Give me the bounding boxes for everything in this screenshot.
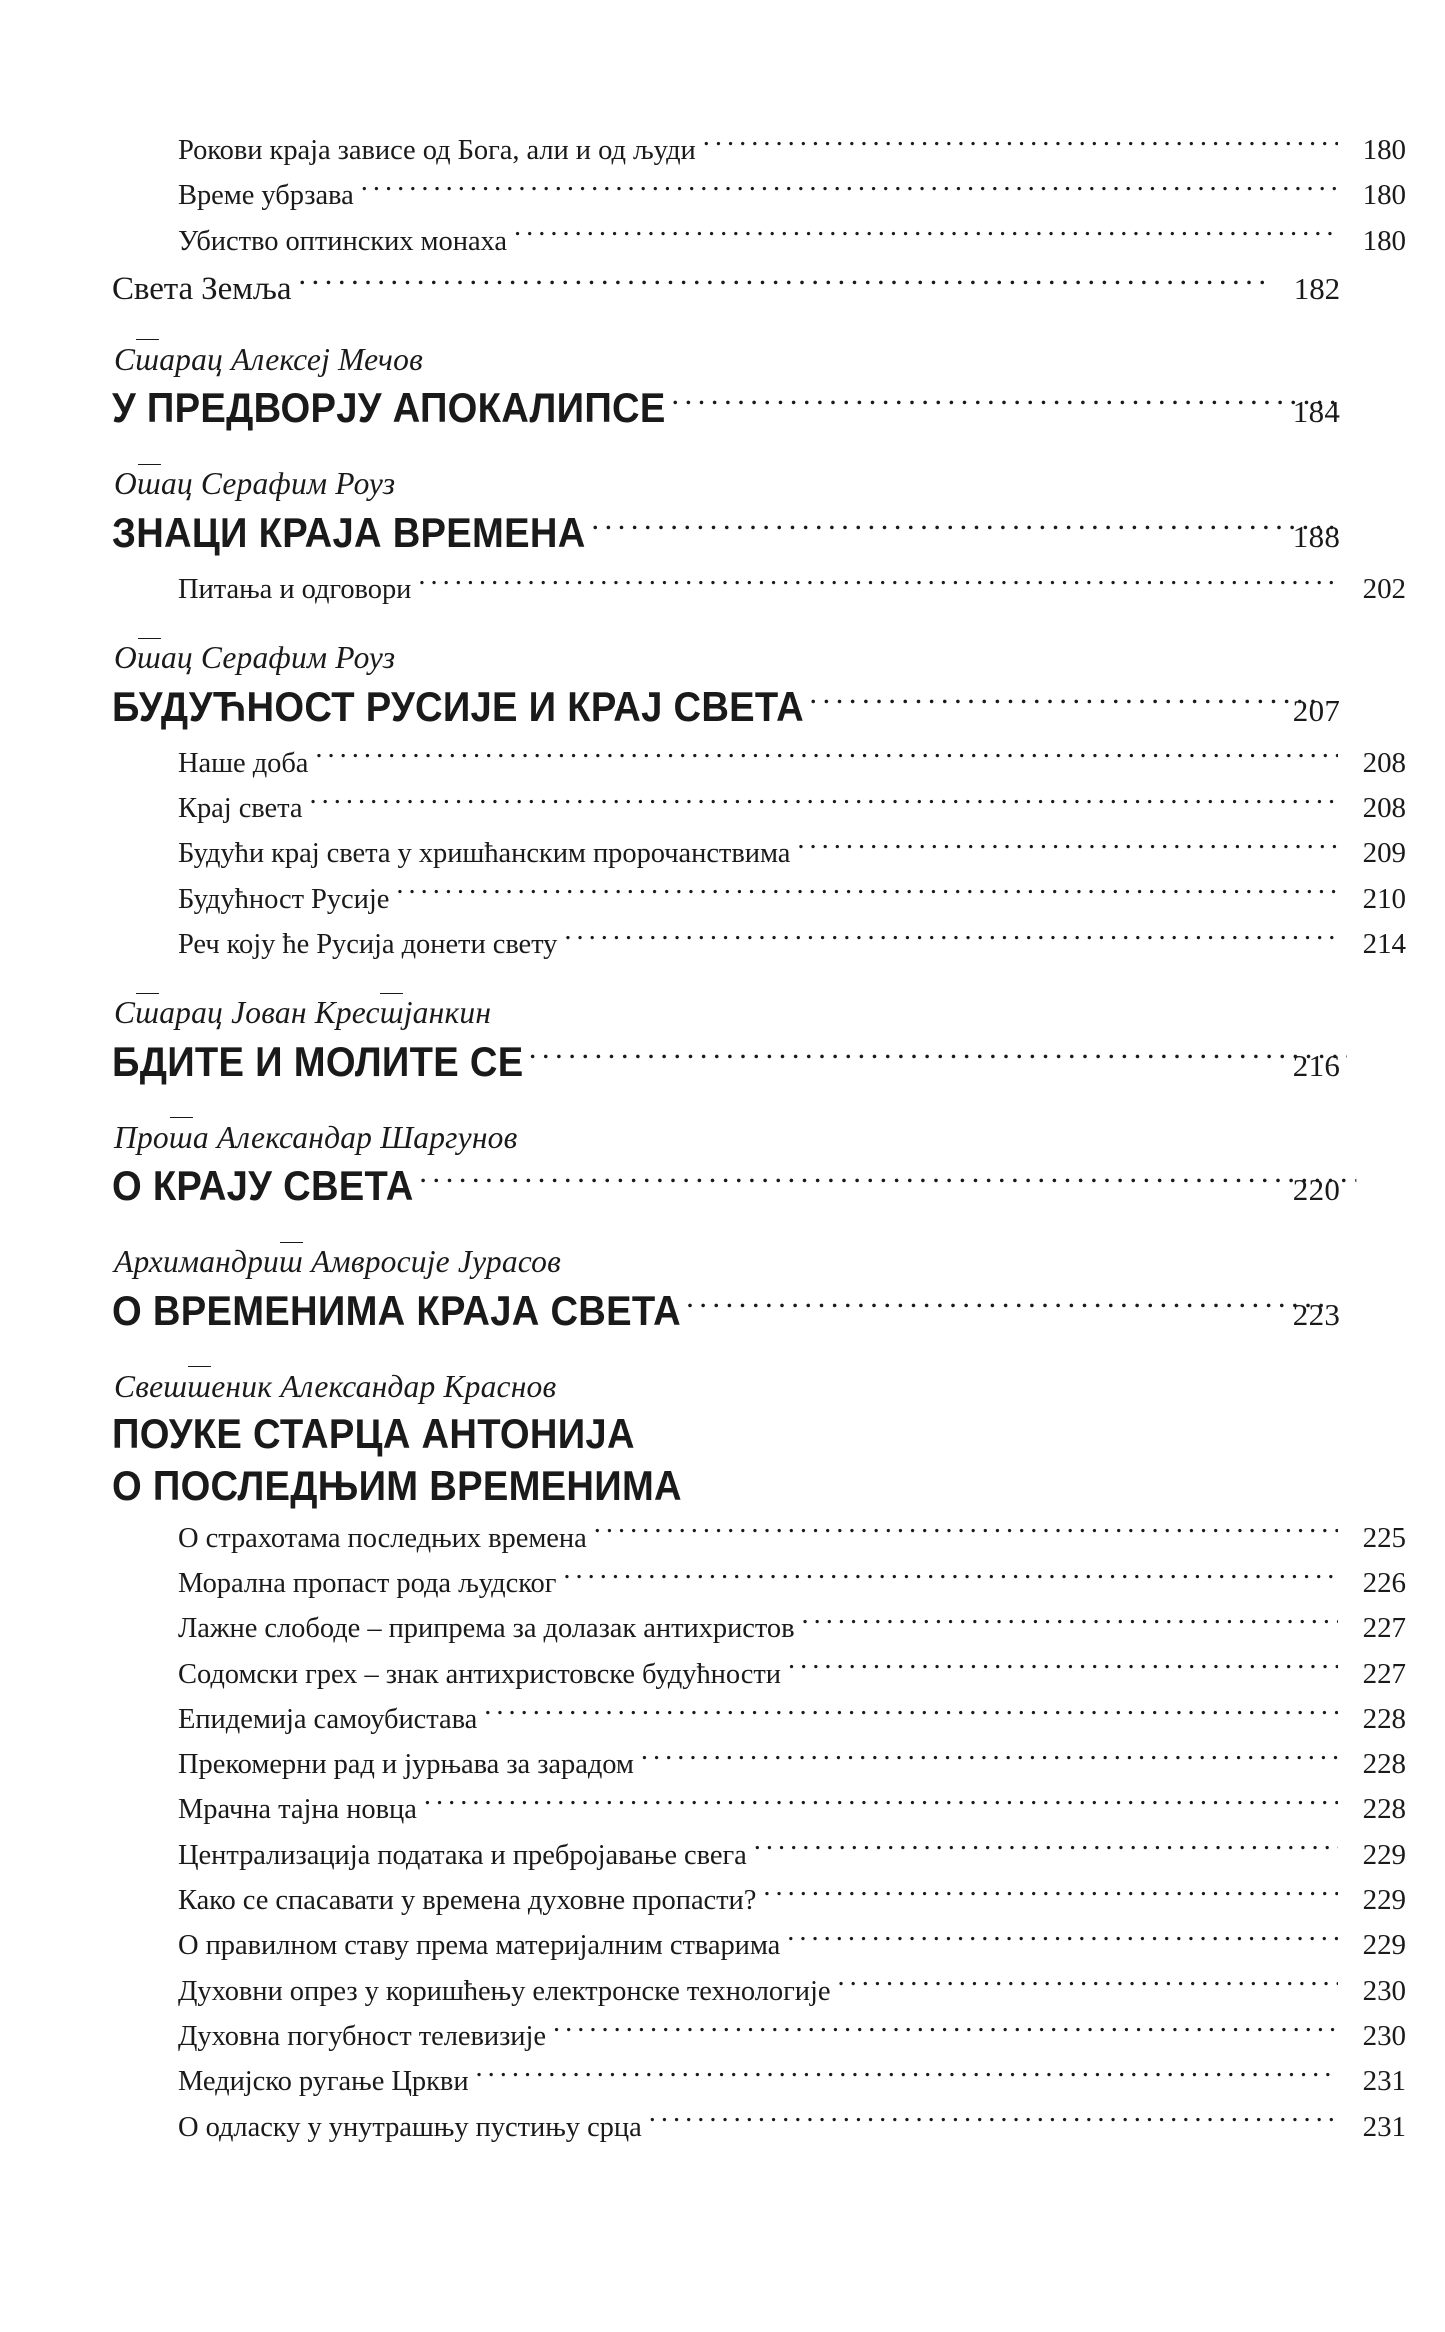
toc-entry-page: 208 bbox=[1362, 791, 1406, 824]
author-part: Про bbox=[114, 1119, 169, 1155]
chapter-title: О ВРЕМЕНИМА КРАЈА СВЕТА bbox=[112, 1286, 681, 1334]
toc-entry-label: Будући крај света у хришћанским пророчанствима bbox=[178, 838, 791, 870]
toc-entry-page: 208 bbox=[1362, 746, 1406, 779]
toc-entry[interactable] bbox=[112, 922, 1406, 967]
toc-entry-label: Време убрзава bbox=[178, 180, 354, 212]
chapter-author bbox=[112, 1118, 1340, 1158]
dot-leader bbox=[361, 176, 1338, 205]
chapter-page: 223 bbox=[1292, 1296, 1341, 1332]
toc-entry-page: 230 bbox=[1362, 1974, 1406, 2007]
toc-chapter bbox=[112, 1118, 1340, 1217]
toc-chapter bbox=[112, 1242, 1340, 1341]
author-part: Амвросије Јурасов bbox=[303, 1244, 561, 1280]
toc-entry-label: Убиство оптинских монаха bbox=[178, 225, 507, 257]
author-part: еник Александар Краснов bbox=[211, 1368, 557, 1404]
chapter-page: 184 bbox=[1292, 394, 1341, 430]
toc-entry-label: Наше доба bbox=[178, 747, 309, 779]
toc-entry-label: Света Земља bbox=[112, 270, 292, 307]
toc-entry-label: Лажне слободе – припрема за долазак антихристов bbox=[178, 1613, 795, 1645]
toc-entry[interactable] bbox=[112, 173, 1406, 218]
toc-entry-page: 225 bbox=[1362, 1521, 1406, 1554]
toc-entry-page: 180 bbox=[1362, 224, 1406, 257]
toc-entry-page: 227 bbox=[1362, 1657, 1406, 1690]
chapter-subentries bbox=[112, 1516, 1406, 2150]
toc-entry[interactable] bbox=[112, 2014, 1406, 2059]
toc-entry-label: О одласку у унутрашњу пустињу срца bbox=[178, 2111, 642, 2143]
toc-entry[interactable] bbox=[112, 2059, 1406, 2104]
dot-leader bbox=[787, 1926, 1338, 1955]
toc-entry[interactable] bbox=[112, 128, 1406, 173]
toc-entry[interactable] bbox=[112, 1833, 1406, 1878]
toc-entry-label: Рокови краја зависе од Бога, али и од људи bbox=[178, 135, 696, 166]
toc-entry-page: 214 bbox=[1362, 927, 1406, 960]
dot-leader bbox=[649, 2107, 1338, 2136]
dot-leader bbox=[419, 1159, 1356, 1201]
toc-entry-page: 231 bbox=[1362, 2065, 1406, 2098]
dot-leader bbox=[763, 1881, 1338, 1910]
barred-te-glyph: ш bbox=[137, 638, 161, 678]
toc-entry-page: 228 bbox=[1362, 1702, 1406, 1735]
dot-leader bbox=[396, 879, 1338, 908]
chapter-title: ЗНАЦИ КРАЈА ВРЕМЕНА bbox=[112, 508, 586, 556]
dot-leader bbox=[315, 743, 1338, 772]
barred-te-glyph: ш bbox=[187, 1367, 211, 1407]
toc-entry-page: 226 bbox=[1362, 1566, 1406, 1599]
toc-entry[interactable] bbox=[112, 1516, 1406, 1561]
chapter-title-row[interactable] bbox=[112, 1034, 1340, 1092]
toc-entry-label: Како се спасавати у времена духовне пропасти? bbox=[178, 1885, 757, 1917]
toc-entry-label: Медијско ругање Цркви bbox=[178, 2066, 469, 2098]
toc-entry-page: 229 bbox=[1362, 1884, 1406, 1917]
author-part: О bbox=[114, 640, 137, 676]
toc-entry[interactable] bbox=[112, 1742, 1406, 1787]
toc-entry[interactable] bbox=[112, 1697, 1406, 1742]
toc-chapter bbox=[112, 993, 1340, 1092]
chapter-title-row[interactable] bbox=[112, 381, 1340, 439]
toc-entry-label: Прекомерни рад и јурњава за зарадом bbox=[178, 1749, 634, 1781]
dot-leader bbox=[686, 1283, 1332, 1325]
chapter-author bbox=[112, 993, 1340, 1033]
author-part: Свеш bbox=[114, 1368, 188, 1404]
dot-leader bbox=[703, 131, 1338, 160]
barred-te-glyph: ш bbox=[137, 464, 161, 504]
chapter-author bbox=[112, 1242, 1340, 1282]
toc-entry-page: 229 bbox=[1362, 1838, 1406, 1871]
chapter-author bbox=[112, 340, 1340, 380]
author-part: а Александар Шаргунов bbox=[192, 1119, 518, 1155]
toc-entry-label: Мрачна тајна новца bbox=[178, 1794, 417, 1826]
author-part: С bbox=[114, 995, 136, 1031]
author-part: ац Серафим Роуз bbox=[160, 466, 396, 502]
chapter-author bbox=[112, 1367, 1340, 1407]
toc-entry-page: 230 bbox=[1362, 2019, 1406, 2052]
chapter-page: 216 bbox=[1292, 1047, 1341, 1083]
dot-leader bbox=[476, 2062, 1338, 2091]
toc-entry[interactable] bbox=[112, 831, 1406, 876]
toc-entry-page: 228 bbox=[1362, 1748, 1406, 1781]
toc-entry-page: 180 bbox=[1362, 134, 1406, 166]
toc-entry[interactable] bbox=[112, 1969, 1406, 2014]
toc-entry-page: 210 bbox=[1362, 882, 1406, 915]
toc-entry[interactable] bbox=[112, 1606, 1406, 1651]
toc-chapter bbox=[112, 340, 1340, 439]
chapter-title: У ПРЕДВОРЈУ АПОКАЛИПСЕ bbox=[112, 384, 666, 432]
chapter-author bbox=[112, 464, 1340, 504]
dot-leader bbox=[837, 1971, 1338, 2000]
dot-leader bbox=[564, 924, 1338, 953]
toc-entry-page: 231 bbox=[1362, 2110, 1406, 2143]
author-part: ац Серафим Роуз bbox=[160, 640, 396, 676]
toc-entry[interactable] bbox=[112, 1923, 1406, 1968]
dot-leader bbox=[529, 1034, 1347, 1076]
toc-entry-label: Содомски грех – знак антихристовске будућности bbox=[178, 1658, 781, 1690]
toc-entry-page: 209 bbox=[1362, 837, 1406, 870]
toc-entry-page: 202 bbox=[1362, 572, 1406, 605]
chapter-title: БДИТЕ И МОЛИТЕ СЕ bbox=[112, 1037, 524, 1085]
dot-leader bbox=[424, 1790, 1338, 1819]
dot-leader bbox=[788, 1654, 1338, 1683]
toc-entry-page: 182 bbox=[1293, 270, 1340, 306]
toc-chapter bbox=[112, 1367, 1406, 2150]
chapter-title-row[interactable] bbox=[112, 679, 1340, 737]
toc-entry-label: Духовна погубност телевизије bbox=[178, 2020, 546, 2052]
toc-entry-page: 228 bbox=[1362, 1793, 1406, 1826]
chapter-subentries bbox=[112, 567, 1406, 612]
dot-leader bbox=[591, 505, 1341, 547]
dot-leader bbox=[514, 221, 1338, 250]
dot-leader bbox=[298, 266, 1270, 299]
toc-entry[interactable] bbox=[112, 567, 1406, 612]
dot-leader bbox=[671, 381, 1334, 423]
dot-leader bbox=[418, 569, 1338, 598]
dot-leader bbox=[310, 788, 1339, 817]
chapter-title: ПОУКЕ СТАРЦА АНТОНИЈА bbox=[112, 1409, 635, 1457]
chapter-page: 207 bbox=[1292, 692, 1341, 728]
barred-te-glyph: ш bbox=[169, 1118, 193, 1158]
barred-te-glyph: ш bbox=[380, 993, 404, 1033]
chapter-title-row[interactable] bbox=[112, 505, 1340, 563]
toc-entry-label: О страхотама последњих времена bbox=[178, 1522, 587, 1554]
toc-entry-label: Крај света bbox=[178, 792, 303, 824]
dot-leader bbox=[553, 2016, 1338, 2045]
barred-te-glyph: ш bbox=[279, 1242, 303, 1282]
toc-entry[interactable] bbox=[112, 877, 1406, 922]
toc-entry[interactable] bbox=[112, 786, 1406, 831]
toc-entry[interactable] bbox=[112, 1561, 1406, 1606]
toc-entry-page: 180 bbox=[1362, 179, 1406, 212]
toc-entry-label: Реч коју ће Русија донети свету bbox=[178, 928, 558, 960]
author-part: С bbox=[114, 341, 136, 377]
barred-te-glyph: ш bbox=[135, 993, 159, 1033]
table-of-contents bbox=[112, 128, 1406, 2150]
chapter-title-row[interactable] bbox=[112, 1159, 1340, 1217]
chapter-page: 220 bbox=[1292, 1172, 1341, 1208]
chapter-author bbox=[112, 638, 1340, 678]
chapter-page: 188 bbox=[1292, 518, 1341, 554]
toc-entry-label: Духовни опрез у коришћењу електронске технологије bbox=[178, 1975, 831, 2007]
author-part: О bbox=[114, 466, 137, 502]
chapter-title: О КРАЈУ СВЕТА bbox=[112, 1162, 414, 1210]
chapter-title: БУДУЋНОСТ РУСИЈЕ И КРАЈ СВЕТА bbox=[112, 682, 804, 730]
chapter-title-row[interactable] bbox=[112, 1283, 1340, 1341]
toc-entry-page: 227 bbox=[1362, 1612, 1406, 1645]
toc-entry[interactable] bbox=[112, 219, 1406, 264]
toc-entry[interactable] bbox=[112, 741, 1406, 786]
toc-entry-label: О правилном ставу према материјалним стварима bbox=[178, 1930, 781, 1962]
author-part: арац Јован Крес bbox=[159, 995, 380, 1031]
dot-leader bbox=[754, 1835, 1338, 1864]
toc-chapter bbox=[112, 638, 1406, 967]
toc-entry[interactable] bbox=[112, 1787, 1406, 1832]
toc-entry-label: Централизација података и пребројавање свега bbox=[178, 1839, 747, 1871]
toc-entry-label: Будућност Русије bbox=[178, 883, 390, 915]
toc-entry-label: Морална пропаст рода људског bbox=[178, 1567, 557, 1599]
author-part: арац Алексеј Мечов bbox=[159, 341, 423, 377]
dot-leader bbox=[594, 1518, 1338, 1547]
dot-leader bbox=[797, 834, 1338, 863]
toc-chapter bbox=[112, 464, 1406, 612]
chapter-title-line2: О ПОСЛЕДЊИМ ВРЕМЕНИМА bbox=[112, 1461, 682, 1509]
dot-leader bbox=[802, 1609, 1338, 1638]
toc-entry[interactable] bbox=[112, 1878, 1406, 1923]
toc-entry-label: Епидемија самоубистава bbox=[178, 1703, 478, 1735]
toc-entry-label: Питања и одговори bbox=[178, 573, 412, 605]
dot-leader bbox=[809, 679, 1322, 721]
chapter-subentries bbox=[112, 741, 1406, 967]
author-part: Архимандри bbox=[114, 1244, 280, 1280]
toc-entry-sveta-zemlja[interactable] bbox=[112, 264, 1340, 314]
dot-leader bbox=[484, 1699, 1338, 1728]
toc-entry[interactable] bbox=[112, 1652, 1406, 1697]
dot-leader bbox=[563, 1563, 1338, 1592]
author-part: јанкин bbox=[403, 995, 492, 1031]
barred-te-glyph: ш bbox=[135, 340, 159, 380]
toc-entry[interactable] bbox=[112, 2105, 1406, 2150]
dot-leader bbox=[641, 1745, 1338, 1774]
toc-entry-page: 229 bbox=[1362, 1929, 1406, 1962]
